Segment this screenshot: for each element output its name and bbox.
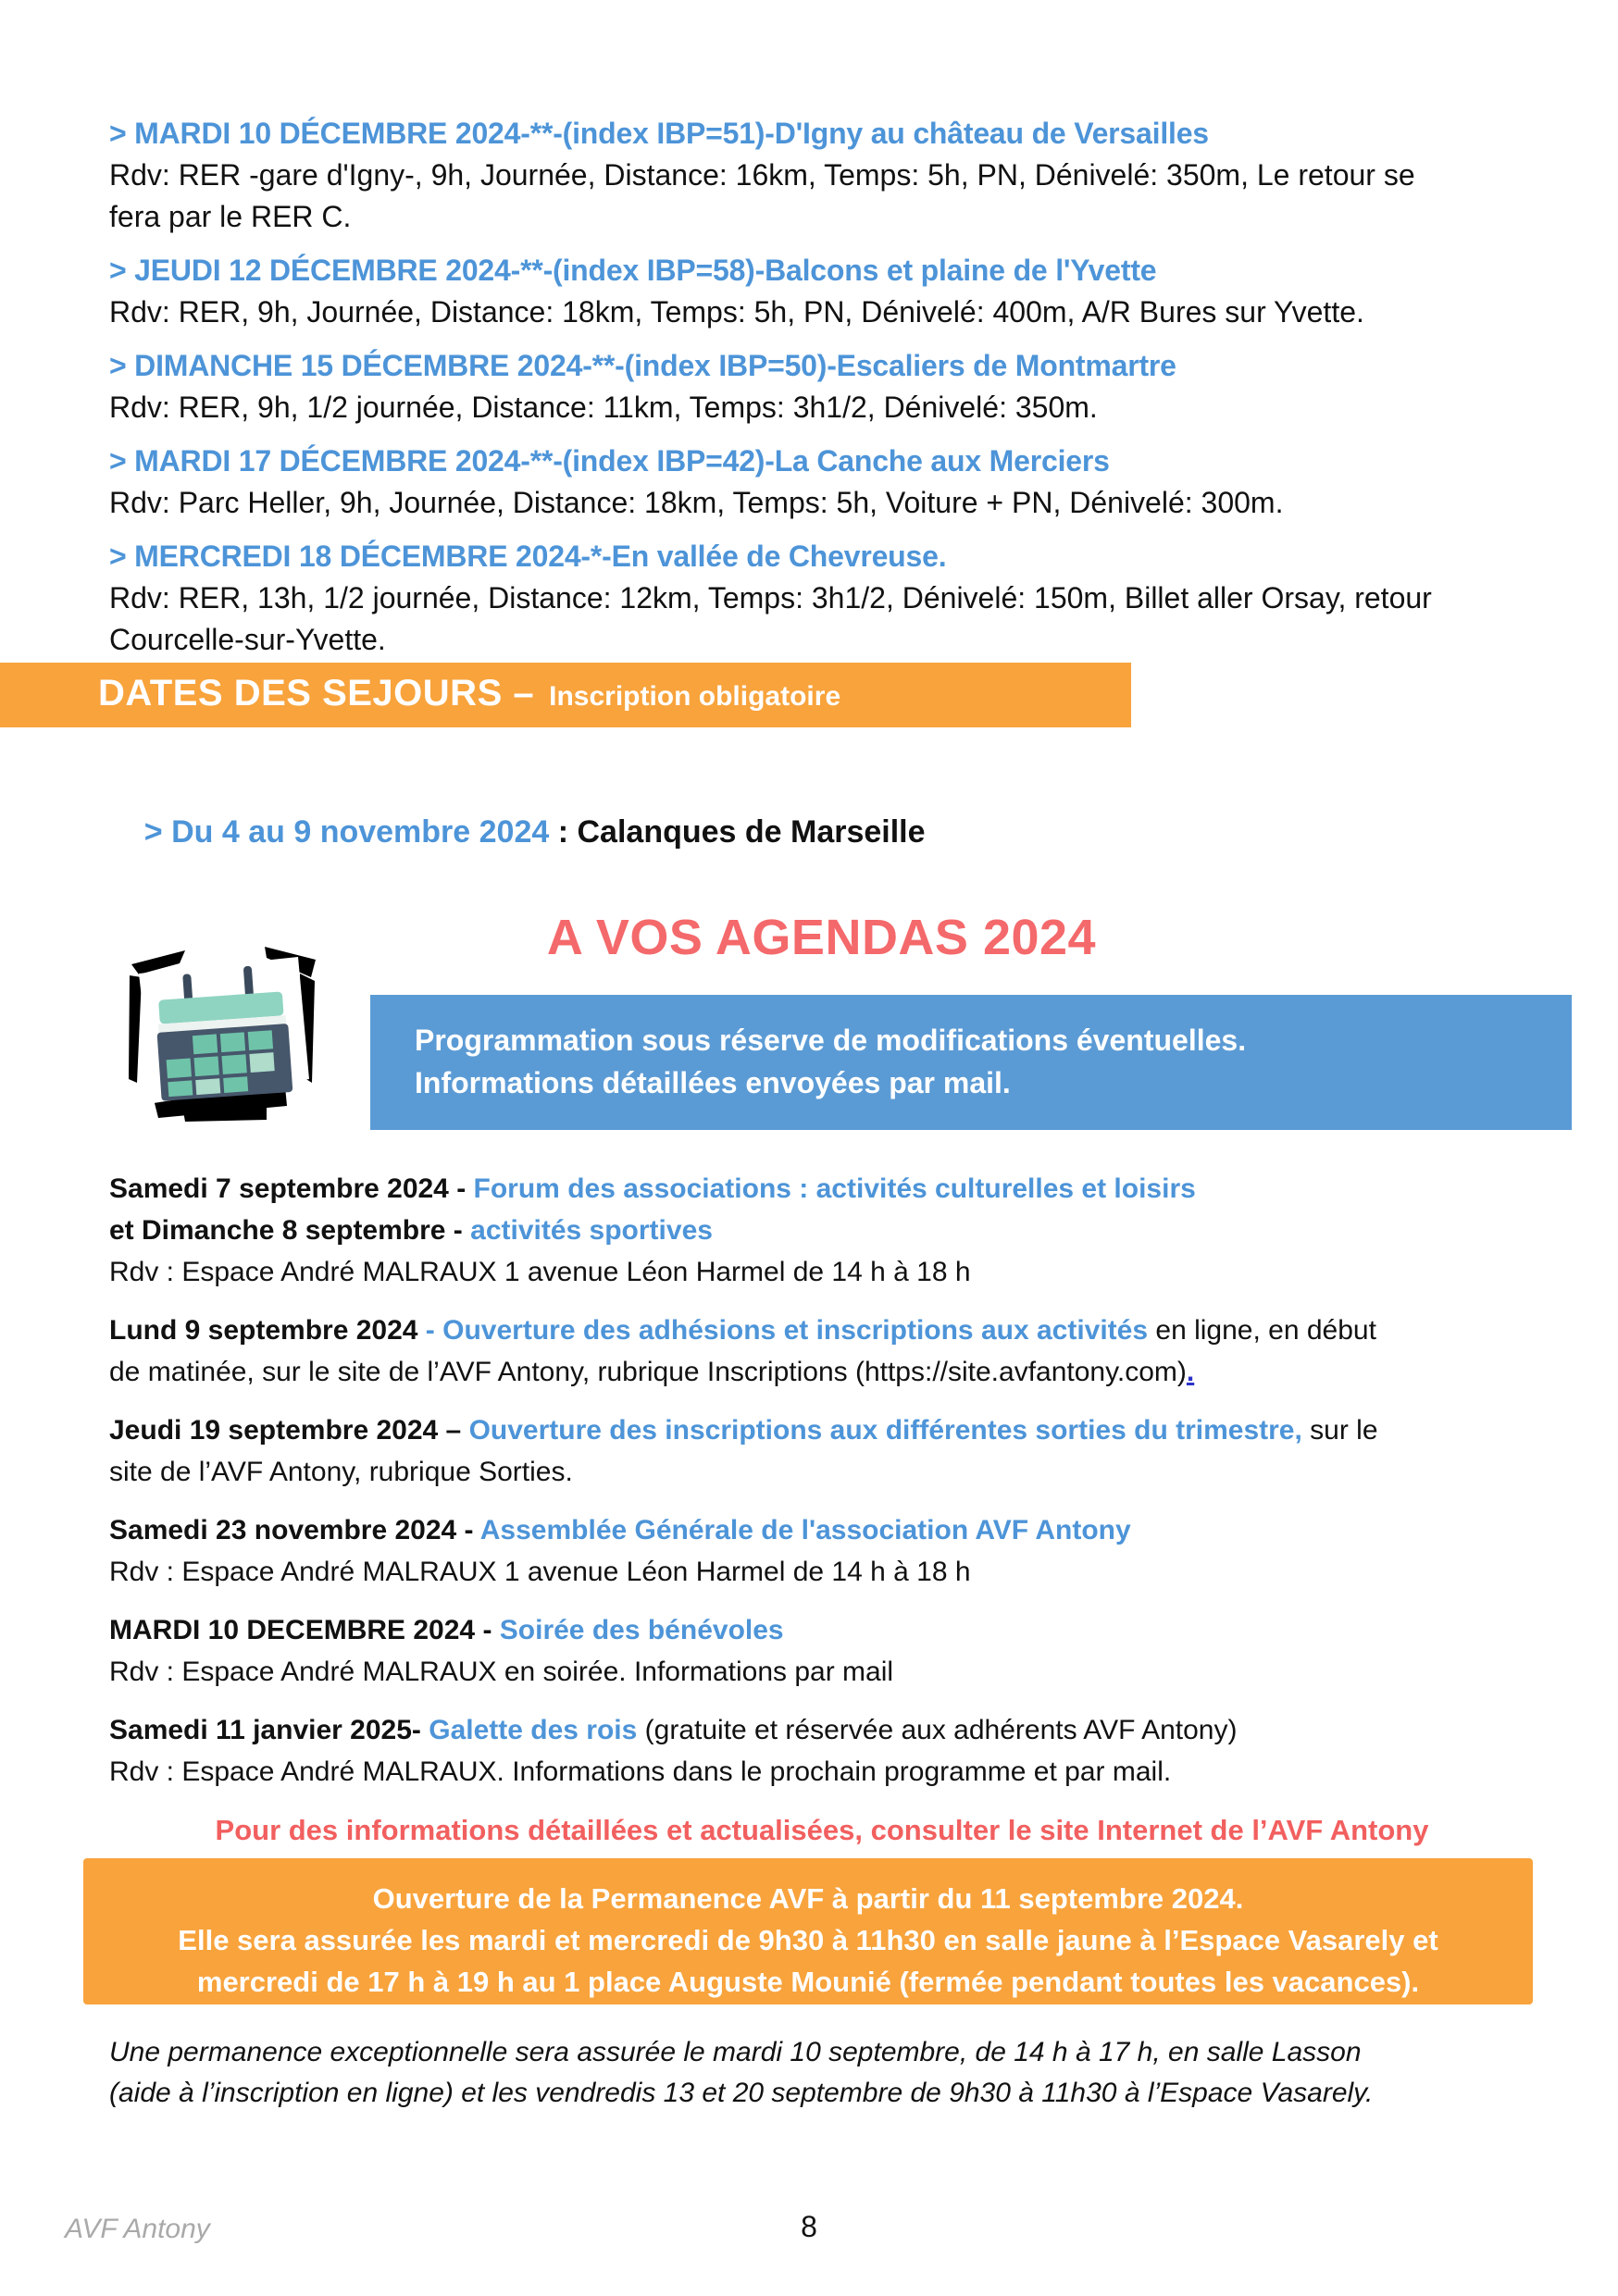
sejours-banner-subtitle: Inscription obligatoire (549, 681, 841, 712)
hike-heading: > MARDI 10 DÉCEMBRE 2024-**-(index IBP=51)-D'Igny au château de Versailles (109, 117, 1209, 150)
agenda-event: Samedi 11 janvier 2025- Galette des rois (gratuite et réservée aux adhérents AVF Antony) Rdv : Espace André MALRAUX. Informations dans le prochain programme et par mail. (109, 1715, 1238, 1787)
hike-entry (109, 113, 1535, 238)
agenda-event: Samedi 23 novembre 2024 - Assemblée Générale de l'association AVF Antony Rdv : Espace André MALRAUX 1 avenue Léon Harmel de 14 h à 18 h (109, 1515, 1131, 1587)
agenda-events (109, 1168, 1535, 1851)
hike-details: Rdv: RER, 9h, 1/2 journée, Distance: 11km, Temps: 3h1/2, Dénivelé: 350m. (109, 391, 1098, 424)
website-footnote: Pour des informations détaillées et actualisées, consulter le site Internet de l’AVF Antony (215, 1814, 1429, 1846)
hike-details: Rdv: RER, 9h, Journée, Distance: 18km, Temps: 5h, PN, Dénivelé: 400m, A/R Bures sur Yvette. (109, 295, 1364, 329)
sejour-name: Calanques de Marseille (577, 814, 926, 850)
programming-notice-box: Programmation sous réserve de modifications éventuelles. Informations détaillées envoyées par mail. (370, 995, 1572, 1130)
calendar-icon (128, 944, 317, 1124)
hike-details: Rdv: Parc Heller, 9h, Journée, Distance: 18km, Temps: 5h, Voiture + PN, Dénivelé: 300m. (109, 486, 1284, 519)
hike-heading: > JEUDI 12 DÉCEMBRE 2024-**-(index IBP=58)-Balcons et plaine de l'Yvette (109, 254, 1157, 287)
agenda-title: A VOS AGENDAS 2024 (546, 910, 1097, 965)
agenda-event: Jeudi 19 septembre 2024 – Ouverture des inscriptions aux différentes sorties du trimestre, sur le site de l’AVF Antony, rubrique Sorties. (109, 1415, 1378, 1487)
hike-entry (109, 250, 1535, 333)
sejour-date: > Du 4 au 9 novembre 2024 (143, 814, 550, 850)
hike-details: Rdv: RER, 13h, 1/2 journée, Distance: 12km, Temps: 3h1/2, Dénivelé: 150m, Billet aller Orsay, retour Courcelle-sur-Yvette. (109, 581, 1432, 656)
agenda-event: Lund 9 septembre 2024 - Ouverture des adhésions et inscriptions aux activités en ligne, en début de matinée, sur le site de l’AVF Antony, rubrique Inscriptions (https://site.avfantony.com). (109, 1315, 1376, 1387)
link-period[interactable]: . (1186, 1357, 1195, 1387)
agenda-event: MARDI 10 DECEMBRE 2024 - Soirée des bénévoles Rdv : Espace André MALRAUX en soirée. Informations par mail (109, 1615, 894, 1687)
sejours-banner-title: DATES DES SEJOURS – (98, 673, 535, 714)
hike-entry (109, 536, 1535, 661)
page-number: 8 (801, 2210, 817, 2243)
hike-heading: > DIMANCHE 15 DÉCEMBRE 2024-**-(index IBP=50)-Escaliers de Montmartre (109, 349, 1176, 382)
hike-entry (109, 345, 1535, 428)
hike-heading: > MERCREDI 18 DÉCEMBRE 2024-*-En vallée de Chevreuse. (109, 540, 947, 573)
hike-heading: > MARDI 17 DÉCEMBRE 2024-**-(index IBP=42)-La Canche aux Merciers (109, 444, 1110, 478)
hike-entry (109, 441, 1535, 524)
sejour-separator: : (549, 814, 578, 850)
hikes-list (109, 113, 1535, 673)
permanence-note: Une permanence exceptionnelle sera assurée le mardi 10 septembre, de 14 h à 17 h, en salle Lasson (aide à l’inscription en ligne) et les vendredis 13 et 20 septembre de 9h30 à 11h30 à l’Espace Vasarely. (109, 2037, 1374, 2108)
agenda-event: Samedi 7 septembre 2024 - Forum des associations : activités culturelles et loisirs et Dimanche 8 septembre - activités sportives Rdv : Espace André MALRAUX 1 avenue Léon Harmel de 14 h à 18 h (109, 1173, 1196, 1287)
sejour-entry (109, 770, 926, 895)
hike-details: Rdv: RER -gare d'Igny-, 9h, Journée, Distance: 16km, Temps: 5h, PN, Dénivelé: 350m, Le retour se fera par le RER C. (109, 158, 1415, 233)
footer-association-name: AVF Antony (65, 2214, 210, 2244)
permanence-box: Ouverture de la Permanence AVF à partir du 11 septembre 2024. Elle sera assurée les mardi et mercredi de 9h30 à 11h30 en salle jaune à l’Espace Vasarely et mercredi de 17 h à 19 h au 1 place Auguste Mounié (fermée pendant toutes les vacances). (83, 1858, 1533, 2004)
sejours-banner (0, 663, 1131, 727)
